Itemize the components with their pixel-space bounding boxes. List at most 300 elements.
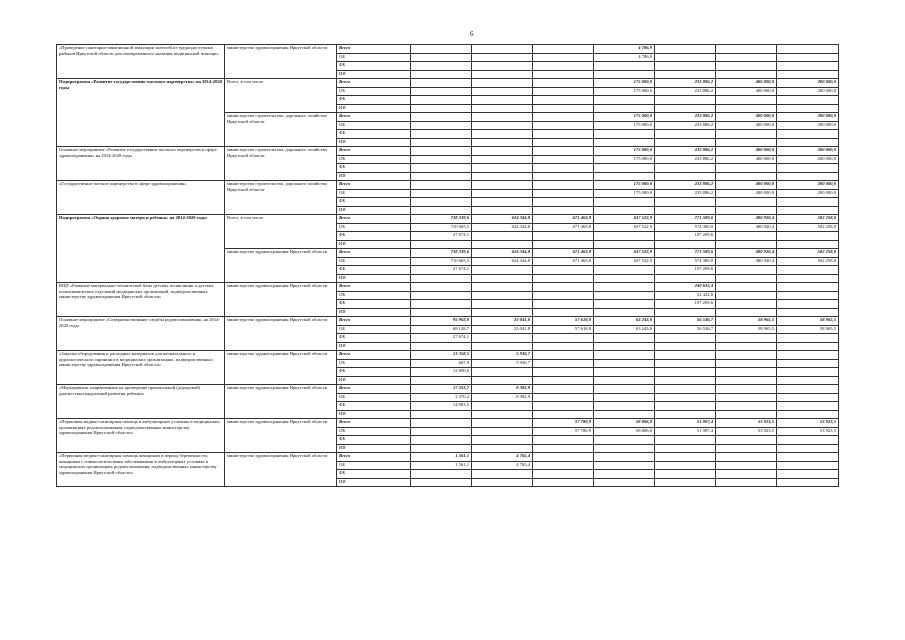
funding-source-cell: Всего [337,453,411,462]
year-value-cell: 480 920,4 [716,223,777,232]
year-value-cell [472,87,533,96]
year-value-cell: 637 522,9 [594,215,655,224]
funding-source-cell: Всего [337,249,411,258]
executor-cell: министерство здравоохранения Иркутской области [225,419,337,453]
year-value-cell: 52 422,8 [655,291,716,300]
year-value-cell [716,444,777,453]
year-value-cell: 667,9 [411,359,472,368]
executor-cell: министерство здравоохранения Иркутской области [225,385,337,419]
year-value-cell [777,453,839,462]
year-value-cell [533,300,594,309]
year-value-cell: 738 339,6 [411,249,472,258]
year-value-cell: 480 920,4 [716,215,777,224]
year-value-cell: 400 000,0 [716,113,777,122]
funding-source-cell: ИИ [337,70,411,79]
year-value-cell [472,274,533,283]
year-value-cell [777,351,839,360]
year-value-cell: 624 344,8 [472,215,533,224]
year-value-cell [594,283,655,292]
year-value-cell: 710 665,5 [411,223,472,232]
funding-source-cell: ОБ [337,87,411,96]
year-value-cell [411,45,472,54]
year-value-cell: 400 000,0 [716,147,777,156]
year-value-cell: 233 886,2 [655,189,716,198]
funding-source-cell: ФБ [337,164,411,173]
year-value-cell: 27 674,1 [411,232,472,241]
year-value-cell: 771 589,6 [655,249,716,258]
year-value-cell [655,478,716,487]
year-value-cell [594,266,655,275]
year-value-cell [777,359,839,368]
year-value-cell [533,308,594,317]
funding-source-cell: Всего [337,419,411,428]
year-value-cell [777,96,839,105]
year-value-cell [594,198,655,207]
year-value-cell: 671 463,8 [533,223,594,232]
year-value-cell [472,308,533,317]
year-value-cell: 233 886,2 [655,113,716,122]
year-value-cell [472,444,533,453]
year-value-cell: 175 000,0 [594,113,655,122]
year-value-cell [594,478,655,487]
year-value-cell [411,79,472,88]
year-value-cell: 400 000,0 [716,155,777,164]
year-value-cell: 56 536,7 [655,317,716,326]
year-value-cell [472,130,533,139]
program-name-cell: «Проведение санитарно-авиационной эвакуации жителей из труднодоступных районов Иркутской области для своевременного оказания медицинской помощи» [57,45,225,79]
year-value-cell [533,478,594,487]
year-value-cell: 57 618,8 [533,317,594,326]
year-value-cell [777,385,839,394]
year-value-cell [411,240,472,249]
year-value-cell [411,164,472,173]
program-name-cell: «Государственно-частное партнерство в сфере здравоохранения» [57,181,225,215]
year-value-cell [716,198,777,207]
year-value-cell [777,478,839,487]
year-value-cell: 200 000,0 [777,181,839,190]
year-value-cell: 57 618,8 [533,325,594,334]
year-value-cell [533,138,594,147]
year-value-cell [777,444,839,453]
year-value-cell [594,300,655,309]
funding-source-cell: Всего [337,79,411,88]
funding-source-cell: ОБ [337,53,411,62]
year-value-cell [716,461,777,470]
year-value-cell: 53 923,5 [777,427,839,436]
year-value-cell: 5 936,7 [472,359,533,368]
year-value-cell: 175 000,0 [594,147,655,156]
year-value-cell [777,45,839,54]
year-value-cell [472,436,533,445]
year-value-cell: 200 000,0 [777,113,839,122]
funding-source-cell: ФБ [337,368,411,377]
year-value-cell: 502 258,0 [777,215,839,224]
year-value-cell [655,138,716,147]
funding-source-cell: ОБ [337,325,411,334]
year-value-cell [411,419,472,428]
year-value-cell: 95 902,8 [411,317,472,326]
year-value-cell [716,283,777,292]
year-value-cell: 624 344,8 [472,223,533,232]
year-value-cell [716,274,777,283]
year-value-cell [533,189,594,198]
year-value-cell: 175 000,0 [594,181,655,190]
funding-source-cell: ФБ [337,300,411,309]
year-value-cell [533,121,594,130]
year-value-cell: 197 209,6 [655,232,716,241]
table-row [57,79,839,88]
year-value-cell: 233 886,2 [655,147,716,156]
year-value-cell [655,308,716,317]
year-value-cell [716,130,777,139]
year-value-cell [594,104,655,113]
year-value-cell [411,274,472,283]
year-value-cell: 1 561,1 [411,461,472,470]
year-value-cell [411,444,472,453]
year-value-cell [533,70,594,79]
year-value-cell [472,240,533,249]
year-value-cell [716,351,777,360]
year-value-cell: 502 258,0 [777,257,839,266]
year-value-cell [533,291,594,300]
year-value-cell [594,130,655,139]
year-value-cell [594,351,655,360]
year-value-cell [716,359,777,368]
year-value-cell [777,232,839,241]
year-value-cell: 637 522,9 [594,257,655,266]
year-value-cell [594,444,655,453]
year-value-cell [655,104,716,113]
year-value-cell [777,62,839,71]
year-value-cell [472,79,533,88]
year-value-cell [411,427,472,436]
year-value-cell [594,308,655,317]
year-value-cell: 4 765,4 [472,453,533,462]
year-value-cell [533,172,594,181]
year-value-cell [777,198,839,207]
year-value-cell [777,308,839,317]
year-value-cell [533,444,594,453]
year-value-cell [777,470,839,479]
year-value-cell [533,79,594,88]
program-name-cell: «Первичная медико-санитарная помощь женщинам в период беременности, женщинам с гинекологическими заболеваниями в амбулаторных условиях в медицинских организациях родовспоможения, подведомственных министерству здравоохранения Иркутской области» [57,453,225,487]
funding-source-cell: ИИ [337,274,411,283]
funding-source-cell: ОБ [337,461,411,470]
year-value-cell [594,342,655,351]
funding-source-cell: ИИ [337,410,411,419]
year-value-cell [533,130,594,139]
year-value-cell [777,274,839,283]
funding-source-cell: ФБ [337,436,411,445]
year-value-cell [411,291,472,300]
table-row [57,453,839,462]
year-value-cell [533,470,594,479]
year-value-cell [472,206,533,215]
year-value-cell [411,113,472,122]
year-value-cell [472,283,533,292]
year-value-cell [655,96,716,105]
year-value-cell [411,181,472,190]
year-value-cell [594,274,655,283]
year-value-cell [655,70,716,79]
year-value-cell [777,410,839,419]
year-value-cell: 4 786,9 [594,53,655,62]
year-value-cell [411,410,472,419]
year-value-cell [777,206,839,215]
executor-cell: Всего, в том числе [225,215,337,249]
funding-source-cell: ФБ [337,470,411,479]
year-value-cell [533,368,594,377]
year-value-cell: 671 463,8 [533,215,594,224]
funding-source-cell: ИИ [337,444,411,453]
year-value-cell: 12 690,6 [411,368,472,377]
year-value-cell: 53 923,5 [777,419,839,428]
program-name-cell: Подпрограмма «Охрана здоровья матери и ребенка» на 2014-2020 годы [57,215,225,283]
year-value-cell [411,130,472,139]
year-value-cell: 400 000,0 [716,189,777,198]
year-value-cell [411,478,472,487]
year-value-cell [716,206,777,215]
year-value-cell: 57 780,9 [533,427,594,436]
year-value-cell [594,376,655,385]
year-value-cell [411,342,472,351]
year-value-cell [777,393,839,402]
year-value-cell [716,172,777,181]
year-value-cell [533,96,594,105]
funding-source-cell: Всего [337,113,411,122]
year-value-cell: 175 000,0 [594,189,655,198]
year-value-cell: 63 243,0 [594,325,655,334]
year-value-cell [716,385,777,394]
year-value-cell [594,461,655,470]
year-value-cell [533,104,594,113]
year-value-cell [594,402,655,411]
year-value-cell [655,385,716,394]
year-value-cell [594,206,655,215]
year-value-cell: 56 536,7 [655,325,716,334]
year-value-cell [716,164,777,173]
year-value-cell: 738 339,6 [411,215,472,224]
funding-source-cell: ФБ [337,62,411,71]
year-value-cell [655,240,716,249]
year-value-cell [411,62,472,71]
year-value-cell: 624 344,8 [472,249,533,258]
executor-cell: министерство здравоохранения Иркутской области [225,45,337,79]
year-value-cell [472,96,533,105]
year-value-cell [533,359,594,368]
year-value-cell [594,291,655,300]
year-value-cell [472,368,533,377]
funding-source-cell: ИИ [337,478,411,487]
year-value-cell [411,436,472,445]
year-value-cell [411,104,472,113]
year-value-cell: 637 522,9 [594,249,655,258]
funding-source-cell: ИИ [337,342,411,351]
year-value-cell [716,453,777,462]
year-value-cell [472,410,533,419]
year-value-cell [472,138,533,147]
year-value-cell [411,172,472,181]
executor-cell: министерство строительства, дорожного хозяйства Иркутской области [225,147,337,181]
year-value-cell [594,385,655,394]
year-value-cell [533,376,594,385]
year-value-cell [655,45,716,54]
year-value-cell [594,96,655,105]
year-value-cell [594,172,655,181]
year-value-cell: 58 965,5 [777,317,839,326]
year-value-cell: 58 806,8 [594,419,655,428]
year-value-cell [472,121,533,130]
funding-source-cell: ФБ [337,198,411,207]
year-value-cell [472,147,533,156]
year-value-cell: 13 358,5 [411,351,472,360]
year-value-cell [411,300,472,309]
year-value-cell [655,342,716,351]
year-value-cell: 771 589,6 [655,215,716,224]
year-value-cell [655,461,716,470]
funding-source-cell: ФБ [337,232,411,241]
year-value-cell [777,461,839,470]
year-value-cell: 58 965,5 [716,317,777,326]
year-value-cell: 574 380,0 [655,257,716,266]
year-value-cell [533,453,594,462]
year-value-cell: 249 632,4 [655,283,716,292]
funding-source-cell: Всего [337,283,411,292]
year-value-cell [411,147,472,156]
year-value-cell [472,291,533,300]
year-value-cell: 53 923,5 [716,427,777,436]
year-value-cell [472,376,533,385]
year-value-cell: 175 000,0 [594,121,655,130]
executor-cell: министерство здравоохранения Иркутской области [225,249,337,283]
year-value-cell [777,53,839,62]
page-number: 6 [470,30,474,38]
year-value-cell [472,70,533,79]
year-value-cell: 400 000,0 [716,87,777,96]
year-value-cell [472,53,533,62]
year-value-cell [655,444,716,453]
year-value-cell [777,300,839,309]
funding-source-cell: ОБ [337,189,411,198]
year-value-cell: 51 907,4 [655,427,716,436]
year-value-cell [533,393,594,402]
year-value-cell [411,121,472,130]
year-value-cell [655,130,716,139]
executor-cell: министерство здравоохранения Иркутской области [225,453,337,487]
year-value-cell [655,376,716,385]
year-value-cell [472,189,533,198]
year-value-cell [472,232,533,241]
year-value-cell [716,334,777,343]
funding-source-cell: ОБ [337,291,411,300]
year-value-cell [533,436,594,445]
executor-cell: министерство здравоохранения Иркутской области [225,351,337,385]
year-value-cell [411,308,472,317]
funding-source-cell: Всего [337,215,411,224]
year-value-cell [472,181,533,190]
year-value-cell [655,198,716,207]
funding-source-cell: Всего [337,147,411,156]
year-value-cell: 8 382,9 [472,385,533,394]
year-value-cell: 5 936,7 [472,351,533,360]
program-name-cell: Основное мероприятие «Развитие государственно-частного партнерства в сфере здравоохранения» на 2014-2020 годы [57,147,225,181]
year-value-cell: 233 886,2 [655,87,716,96]
year-value-cell [777,70,839,79]
year-value-cell [411,96,472,105]
year-value-cell [411,155,472,164]
year-value-cell: 200 000,0 [777,87,839,96]
year-value-cell [533,461,594,470]
year-value-cell [655,453,716,462]
year-value-cell [777,342,839,351]
year-value-cell [655,410,716,419]
year-value-cell: 23 041,8 [472,317,533,326]
year-value-cell [472,334,533,343]
funding-source-cell: ФБ [337,266,411,275]
executor-cell: министерство строительства, дорожного хозяйства Иркутской области [225,113,337,147]
program-name-cell: Подпрограмма «Развитие государственно-частного партнерства» на 2014-2020 годы [57,79,225,147]
funding-source-cell: ОБ [337,393,411,402]
year-value-cell [777,130,839,139]
year-value-cell [533,164,594,173]
year-value-cell: 197 209,6 [655,300,716,309]
year-value-cell: 57 780,9 [533,419,594,428]
year-value-cell [655,206,716,215]
year-value-cell [777,283,839,292]
year-value-cell [533,410,594,419]
year-value-cell [594,70,655,79]
year-value-cell: 200 000,0 [777,147,839,156]
year-value-cell: 200 000,0 [777,189,839,198]
table-row [57,283,839,292]
table-row [57,351,839,360]
year-value-cell: 175 000,0 [594,87,655,96]
funding-source-cell: ОБ [337,121,411,130]
year-value-cell [716,393,777,402]
year-value-cell: 200 000,0 [777,155,839,164]
year-value-cell [716,410,777,419]
year-value-cell [594,393,655,402]
program-name-cell: «Закупка оборудования и расходных материалов для неонатального и аудиологического скрининга в медицинских организациях, подведомственных министерству здравоохранения Иркутской области» [57,351,225,385]
year-value-cell [777,376,839,385]
year-value-cell: 8 382,9 [472,393,533,402]
year-value-cell: 400 000,0 [716,79,777,88]
year-value-cell: 63 243,0 [594,317,655,326]
table-row [57,317,839,326]
year-value-cell [533,266,594,275]
year-value-cell [411,470,472,479]
year-value-cell [533,206,594,215]
year-value-cell: 53 923,5 [716,419,777,428]
executor-cell: министерство здравоохранения Иркутской области [225,283,337,317]
year-value-cell [594,436,655,445]
year-value-cell [533,113,594,122]
executor-cell: министерство здравоохранения Иркутской области [225,317,337,351]
year-value-cell [777,172,839,181]
year-value-cell [777,164,839,173]
year-value-cell [533,385,594,394]
year-value-cell [411,206,472,215]
program-name-cell: «Мероприятия, направленные на проведение пренатальной (дородовой) диагностики нарушений развития ребенка» [57,385,225,419]
year-value-cell [594,359,655,368]
year-value-cell [472,172,533,181]
year-value-cell [716,62,777,71]
year-value-cell: 400 000,0 [716,181,777,190]
year-value-cell [411,376,472,385]
year-value-cell [411,138,472,147]
year-value-cell: 27 674,1 [411,334,472,343]
year-value-cell [716,402,777,411]
